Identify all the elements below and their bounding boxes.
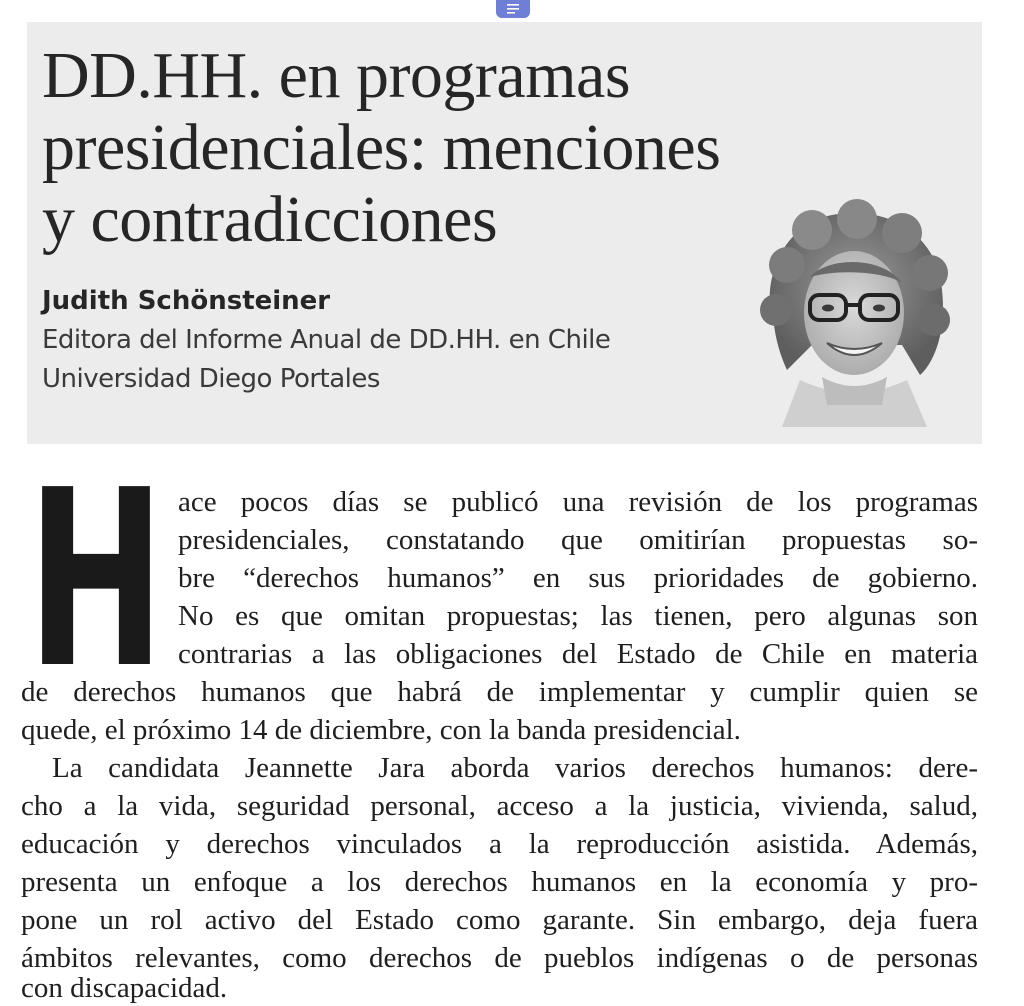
paragraph-line: de derechos humanos que habrá de implementar y cumplir quien se — [21, 676, 978, 708]
headline-line: y contradicciones — [42, 183, 498, 256]
author-role: Editora del Informe Anual de DD.HH. en Chile — [42, 325, 611, 355]
drop-cap-letter: H — [27, 438, 165, 722]
paragraph-line: presenta un enfoque a los derechos humanos en la economía y pro- — [21, 866, 978, 898]
paragraph-line: La candidata Jeannette Jara aborda varios derechos humanos: dere- — [52, 752, 978, 784]
paragraph-line: presidenciales, constatando que omitirían propuestas so- — [178, 524, 978, 556]
headline-line: DD.HH. en programas — [42, 39, 631, 112]
paragraph-line: quede, el próximo 14 de diciembre, con la banda presidencial. — [21, 714, 741, 746]
paragraph-line: educación y derechos vinculados a la reproducción asistida. Además, — [21, 828, 978, 860]
headline-line: presidenciales: menciones — [42, 111, 721, 184]
paragraph-line: cho a la vida, seguridad personal, acceso a la justicia, vivienda, salud, — [21, 790, 978, 822]
paragraph-line: ace pocos días se publicó una revisión de los programas — [178, 486, 978, 518]
author-name: Judith Schönsteiner — [42, 286, 331, 316]
author-organization: Universidad Diego Portales — [42, 364, 380, 394]
paragraph-line: pone un rol activo del Estado como garante. Sin embargo, deja fuera — [21, 904, 978, 936]
paragraph-line: con discapacidad. — [21, 972, 228, 1004]
paragraph-line: No es que omitan propuestas; las tienen, pero algunas son — [178, 600, 978, 632]
paragraph-line: ámbitos relevantes, como derechos de pueblos indígenas o de personas — [21, 942, 978, 974]
paragraph-line: contrarias a las obligaciones del Estado de Chile en materia — [178, 638, 978, 670]
paragraph-line: bre “derechos humanos” en sus prioridades de gobierno. — [178, 562, 978, 594]
